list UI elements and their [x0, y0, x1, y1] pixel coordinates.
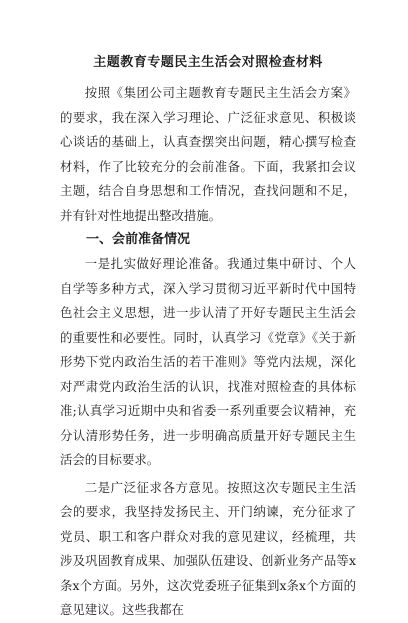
section-heading: 一、会前准备情况	[86, 232, 191, 247]
body-paragraph: 二是广泛征求各方意见。按照这次专题民主生活会的要求，我坚持发扬民主、开门纳谏，充分征求了党员、职工和客户群众对我的意见建议，经梳理，共涉及巩固教育成果、加强队伍建设、创新业务产品等x条x个方面。另外，这次党委班子征集到x条x个方面的意见建议。这些我都在	[60, 479, 356, 617]
intro-paragraph: 按照《集团公司主题教育专题民主生活会方案》的要求，我在深入学习理论、广泛征求意见、积极谈心谈话的基础上，认真查摆突出问题，精心撰写检查材料，作了比较充分的会前准备。下面，我紧扣会议主题，结合自身思想和工作情况，查找问题和不足，并有针对性地提出整改措施。	[60, 85, 356, 223]
document-title: 主题教育专题民主生活会对照检查材料	[93, 55, 323, 70]
body-paragraph: 一是扎实做好理论准备。我通过集中研讨、个人自学等多种方式，深入学习贯彻习近平新时代中国特色社会主义思想，进一步认清了开好专题民主生活会的重要性和必要性。同时，认真学习《党章》《关于新形势下党内政治生活的若干准则》等党内法规，深化对严肃党内政治生活的认识，找准对照检查的具体标准;认真学习近期中央和省委一系列重要会议精神，充分认清形势任务，进一步明确高质量开好专题民主生活会的目标要求。	[60, 256, 356, 467]
